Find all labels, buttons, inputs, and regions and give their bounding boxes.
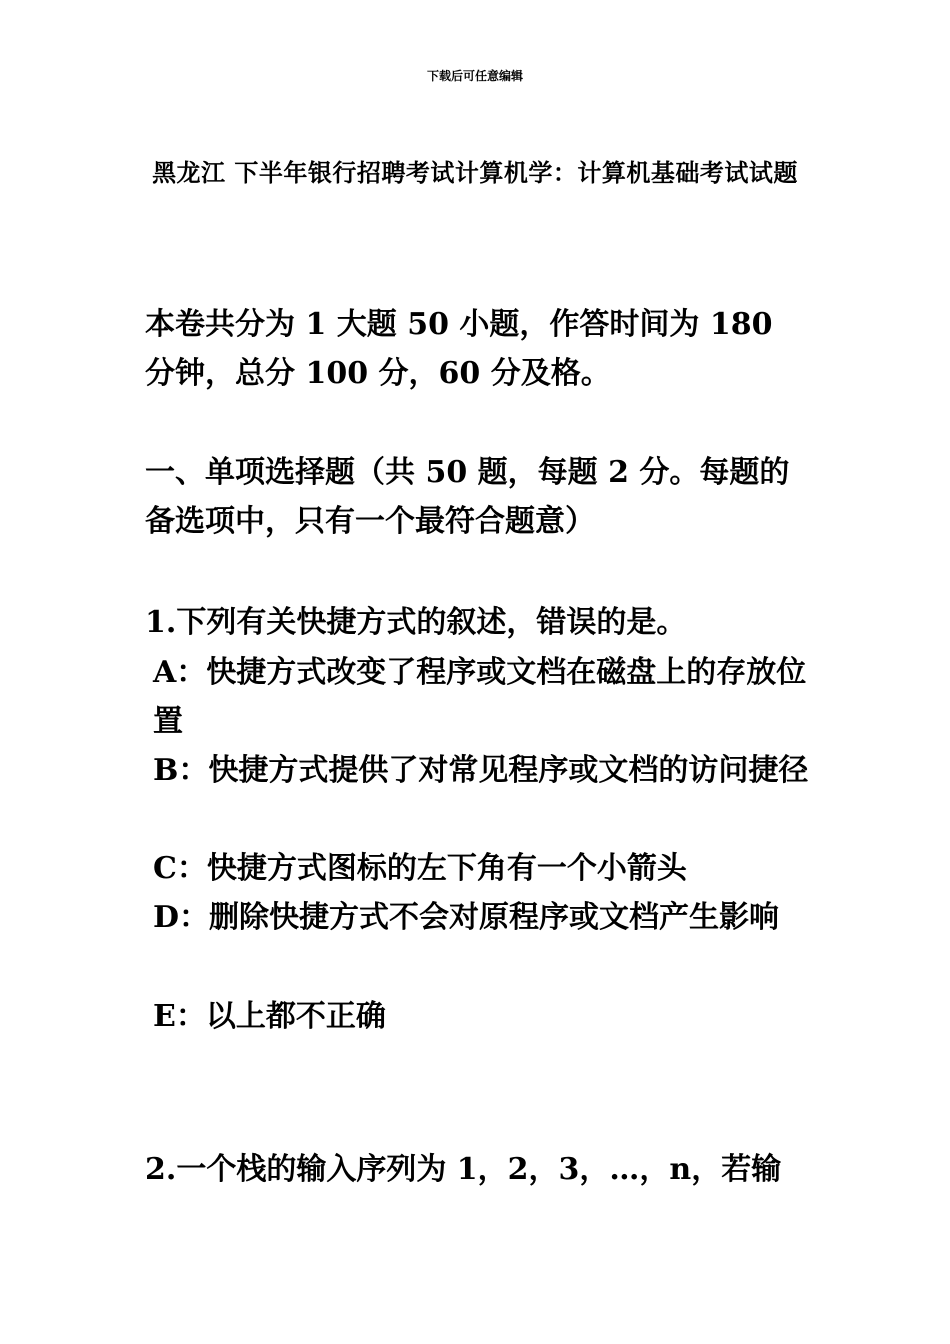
question-1-option-b: B：快捷方式提供了对常见程序或文档的访问捷径 <box>153 753 809 788</box>
question-1-option-e: E：以上都不正确 <box>153 999 386 1034</box>
question-2-stem: 2.一个栈的输入序列为 1，2，3，…，n，若输 <box>145 1152 782 1187</box>
section-heading: 一、单项选择题（共 50 题，每题 2 分。每题的备选项中，只有一个最符合题意） <box>145 455 790 539</box>
header-note: 下载后可任意编辑 <box>426 69 523 83</box>
question-1-stem: 1.下列有关快捷方式的叙述，错误的是。 <box>145 605 687 640</box>
question-1-option-a: A：快捷方式改变了程序或文档在磁盘上的存放位置 <box>153 655 807 739</box>
exam-intro: 本卷共分为 1 大题 50 小题，作答时间为 180 分钟，总分 100 分，60 分及格。 <box>145 307 773 391</box>
question-1-option-c: C：快捷方式图标的左下角有一个小箭头 <box>153 851 687 886</box>
question-1-option-d: D：删除快捷方式不会对原程序或文档产生影响 <box>153 900 780 935</box>
document-title: 黑龙江 下半年银行招聘考试计算机学：计算机基础考试试题 <box>152 158 798 187</box>
